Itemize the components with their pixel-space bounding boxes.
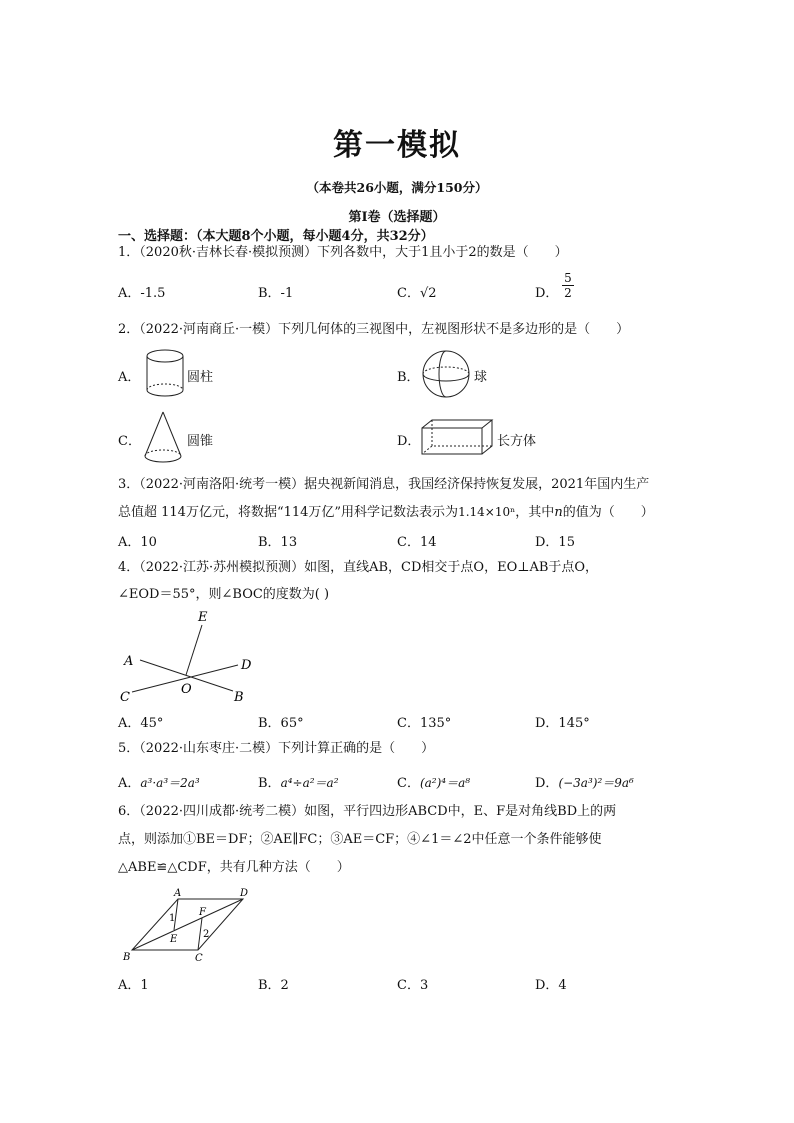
question-6-stem-line3: △ABE≌△CDF，共有几种方法（ ）: [118, 860, 350, 875]
q1-option-c-label: C．: [397, 286, 420, 301]
q6-option-b[interactable]: B．2: [258, 978, 289, 993]
label-b: B: [123, 952, 131, 963]
label-cylinder: 圆柱: [187, 370, 214, 385]
label-f: F: [199, 907, 206, 918]
q5-option-d-label: D．: [535, 776, 559, 791]
q1-option-d-label: D．: [535, 286, 559, 301]
q1-option-c[interactable]: [397, 282, 437, 301]
cuboid-figure: [420, 418, 496, 458]
sqrt-two: √2: [419, 286, 437, 301]
cone-figure: [142, 410, 184, 466]
q3-line2-part-b: ，其中: [515, 505, 555, 520]
label-a: A: [174, 888, 182, 899]
q3-option-a[interactable]: A．10: [118, 535, 157, 550]
q1-option-d[interactable]: [535, 282, 558, 301]
label-o: O: [181, 682, 192, 697]
q5-option-c-math: (a²)⁴＝a⁸: [419, 776, 471, 790]
fraction-numerator: 5: [564, 271, 572, 285]
q4-option-b[interactable]: B．65°: [258, 716, 304, 731]
q1-option-b[interactable]: B．-1: [258, 286, 294, 301]
label-b: B: [234, 690, 244, 705]
q5-option-a[interactable]: [118, 772, 200, 791]
q6-option-a[interactable]: A．1: [118, 978, 149, 993]
q4-option-d[interactable]: D．145°: [535, 716, 590, 731]
question-2-stem: 2．（2022·河南商丘·一模）下列几何体的三视图中，左视图形状不是多边形的是（ ）: [118, 322, 630, 337]
label-c: C: [195, 953, 203, 964]
question-1-stem: 1．（2020秋·吉林长春·模拟预测）下列各数中，大于1且小于2的数是（ ）: [118, 245, 568, 260]
q5-option-d-math: (−3a³)²＝9a⁶: [558, 776, 634, 790]
q3-line2-part-c: 的值为（ ）: [562, 505, 654, 520]
q2-option-d[interactable]: D．: [397, 434, 421, 449]
section-heading: 一、选择题：（本大题8个小题，每小题4分，共32分）: [118, 229, 434, 244]
label-c: C: [120, 690, 130, 705]
label-a: A: [124, 654, 134, 669]
question-4-stem-line1: 4．（2022·江苏·苏州模拟预测）如图，直线AB，CD相交于点O，EO⊥AB于点O，: [118, 560, 599, 575]
cylinder-figure: [144, 348, 186, 400]
q2-option-b[interactable]: B．: [397, 370, 420, 385]
q3-option-d[interactable]: D．15: [535, 535, 575, 550]
question-3-stem-line1: 3．（2022·河南洛阳·统考一模）据央视新闻消息，我国经济保持恢复发展，2021年国内生产: [118, 477, 650, 492]
q3-sci-notation: 1.14×10ⁿ: [458, 505, 516, 519]
q6-option-c[interactable]: C．3: [397, 978, 429, 993]
label-angle-1: 1: [169, 913, 176, 924]
q5-option-c[interactable]: [397, 772, 470, 791]
q5-option-b-math: a⁴÷a²＝a²: [280, 776, 339, 790]
question-6-stem-line2: 点，则添加①BE＝DF；②AE∥FC；③AE＝CF；④∠1＝∠2中任意一个条件能够使: [118, 832, 602, 847]
label-e: E: [170, 934, 178, 945]
q5-option-b-label: B．: [258, 776, 281, 791]
volume-heading: 第I卷（选择题）: [348, 210, 446, 225]
question-5-stem: 5．（2022·山东枣庄·二模）下列计算正确的是（ ）: [118, 741, 435, 756]
q5-option-c-label: C．: [397, 776, 420, 791]
q4-option-a[interactable]: A．45°: [118, 716, 164, 731]
q3-var-n: n: [554, 505, 563, 520]
label-d: D: [241, 658, 252, 673]
page-title: 第一模拟: [333, 128, 461, 163]
q2-option-a[interactable]: A．: [118, 370, 141, 385]
label-sphere: 球: [474, 370, 488, 385]
sphere-figure: [420, 348, 472, 400]
q6-parallelogram-figure: [118, 886, 258, 966]
q5-option-b[interactable]: [258, 772, 339, 791]
question-6-stem-line1: 6．（2022·四川成都·统考二模）如图，平行四边形ABCD中，E、F是对角线BD上的两: [118, 804, 617, 819]
question-3-stem-line2: [118, 502, 654, 523]
q5-option-d[interactable]: [535, 772, 634, 791]
q4-angle-figure: [118, 605, 258, 705]
label-angle-2: 2: [203, 929, 210, 940]
q3-line2-part-a: 总值超 114万亿元，将数据“114万亿”用科学记数法表示为: [118, 505, 459, 520]
q3-option-b[interactable]: B．13: [258, 535, 298, 550]
q5-option-a-math: a³·a³＝2a³: [140, 776, 200, 790]
label-d: D: [240, 888, 249, 899]
fraction-denominator: 2: [562, 285, 574, 300]
exam-subtitle: （本卷共26小题，满分150分）: [306, 180, 488, 195]
fraction-five-halves: [562, 271, 574, 300]
question-4-stem-line2: ∠EOD＝55°，则∠BOC的度数为( ): [118, 587, 330, 602]
label-e: E: [198, 610, 208, 625]
q5-option-a-label: A．: [118, 776, 141, 791]
q3-option-c[interactable]: C．14: [397, 535, 437, 550]
q1-option-a[interactable]: A．-1.5: [118, 286, 166, 301]
label-cuboid: 长方体: [497, 434, 537, 449]
q4-option-c[interactable]: C．135°: [397, 716, 452, 731]
q6-option-d[interactable]: D．4: [535, 978, 567, 993]
q2-option-c[interactable]: C．: [118, 434, 141, 449]
label-cone: 圆锥: [187, 434, 214, 449]
